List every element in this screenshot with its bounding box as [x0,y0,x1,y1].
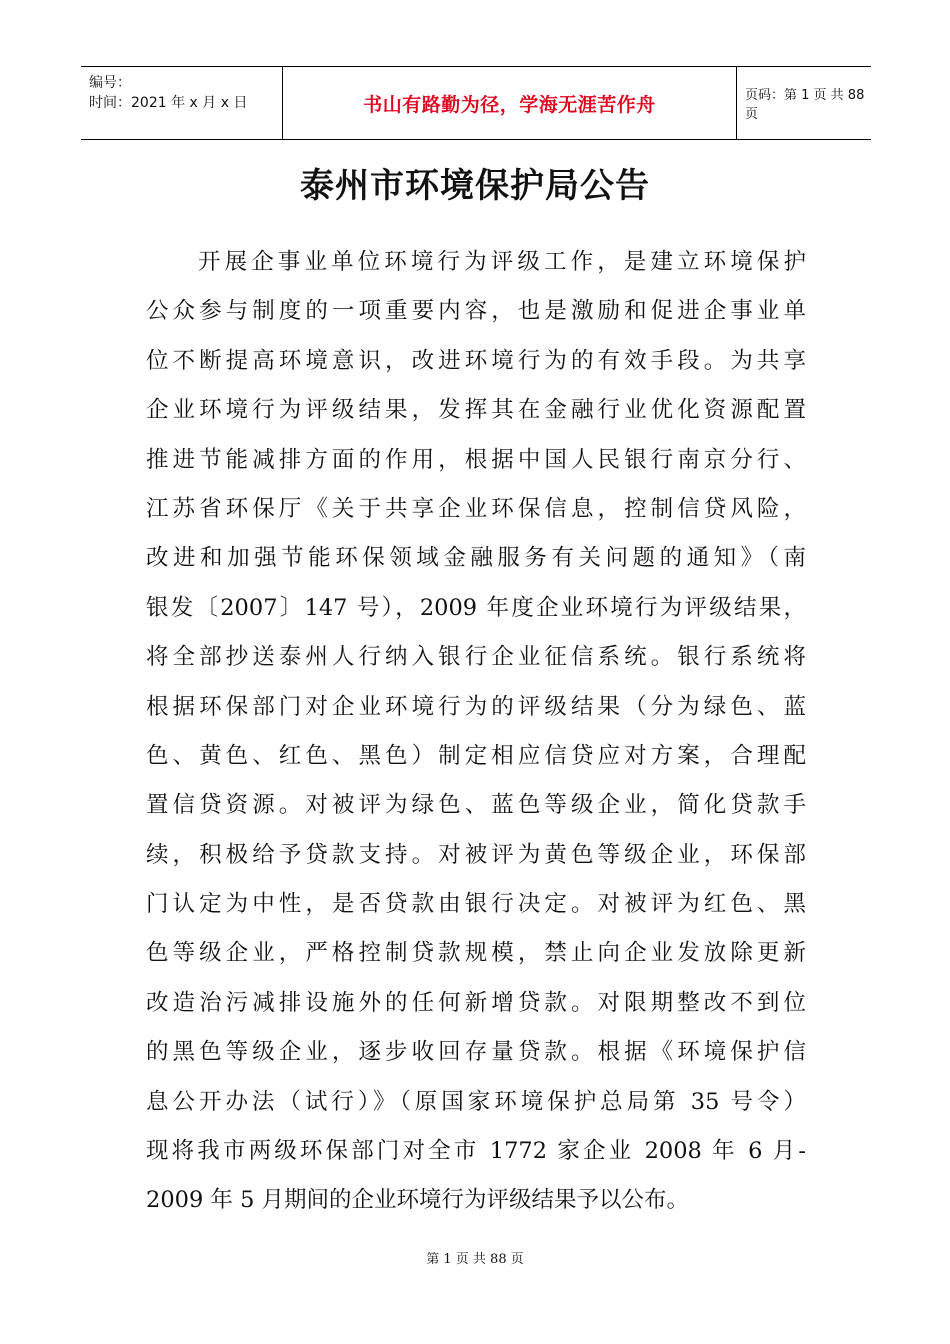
body-line: 推进节能减排方面的作用，根据中国人民银行南京分行、 [146,446,806,473]
header-page-info [737,67,871,139]
body-line: 色、黄色、红色、黑色）制定相应信贷应对方案，合理配 [146,742,806,769]
body-line: 根据环保部门对企业环境行为的评级结果（分为绿色、蓝 [146,693,806,720]
motto-text: 书山有路勤为径，学海无涯苦作舟 [363,93,656,116]
body-line: 门认定为中性，是否贷款由银行决定。对被评为红色、黑 [146,891,806,918]
number-label: 编号： [89,75,131,91]
body-line: 开展企事业单位环境行为评级工作，是建立环境保护 [198,249,806,275]
body-line: 银发〔2007〕147 号），2009 年度企业环境行为评级结果， [146,594,806,621]
header-meta [81,67,282,139]
document-title: 泰州市环境保护局公告 [300,166,650,206]
time-label: 时间：2021 年 x 月 x 日 [89,95,248,111]
body-text [146,238,806,1226]
body-line: 置信贷资源。对被评为绿色、蓝色等级企业，简化贷款手 [146,792,806,819]
body-line: 2009 年 5 月期间的企业环境行为评级结果予以公布。 [146,1187,690,1214]
body-line: 的黑色等级企业，逐步收回存量贷款。根据《环境保护信 [146,1039,806,1066]
body-line: 将全部抄送泰州人行纳入银行企业征信系统。银行系统将 [146,644,806,671]
body-line: 改造治污减排设施外的任何新增贷款。对限期整改不到位 [146,989,806,1016]
body-line: 公众参与制度的一项重要内容，也是激励和促进企事业单 [146,298,806,325]
body-line: 江苏省环保厅《关于共享企业环保信息，控制信贷风险， [146,495,806,522]
body-line: 色等级企业，严格控制贷款规模，禁止向企业发放除更新 [146,940,806,967]
body-line: 企业环境行为评级结果，发挥其在金融行业优化资源配置 [146,397,806,424]
body-line: 改进和加强节能环保领域金融服务有关问题的通知》（南 [146,545,806,572]
body-line: 续，积极给予贷款支持。对被评为黄色等级企业，环保部 [146,841,806,868]
page-info-text: 页码：第 1 页 共 88 页 [745,88,865,122]
page-footer: 第 1 页 共 88 页 [426,1252,524,1267]
body-line: 现将我市两级环保部门对全市 1772 家企业 2008 年 6 月- [146,1138,806,1165]
body-line: 息公开办法（试行）》（原国家环境保护总局第 35 号令） [146,1088,806,1115]
header-table [81,66,871,140]
body-line: 位不断提高环境意识，改进环境行为的有效手段。为共享 [146,347,806,374]
header-motto-cell [282,67,737,139]
